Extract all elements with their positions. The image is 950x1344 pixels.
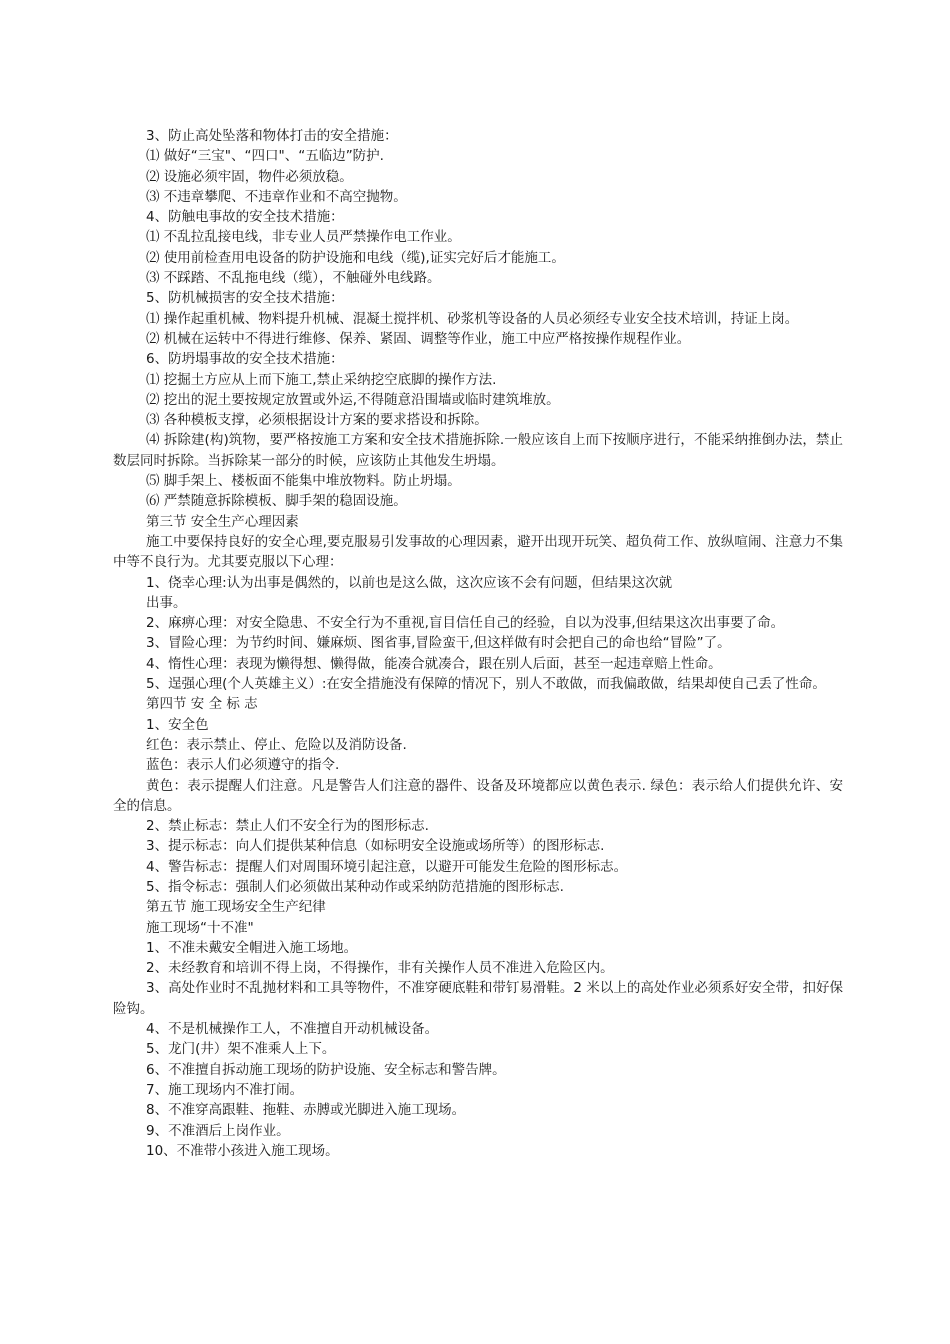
paragraph: ⑵ 挖出的泥土要按规定放置或外运,不得随意沿围墙或临时建筑堆放。: [146, 391, 560, 408]
paragraph: 蓝色：表示人们必须遵守的指令.: [146, 757, 340, 774]
paragraph: 红色：表示禁止、停止、危险以及消防设备.: [146, 736, 407, 753]
paragraph: ⑶ 各种模板支撑，必须根据设计方案的要求搭设和拆除。: [146, 412, 488, 429]
paragraph: 3、冒险心理：为节约时间、嫌麻烦、图省事,冒险蛮干,但这样做有时会把自己的命也给“冒险”了。: [146, 635, 731, 652]
section-heading: 第五节 施工现场安全生产纪律: [146, 899, 326, 916]
paragraph: ⑷ 拆除建(构)筑物，要严格按施工方案和安全技术措施拆除.一般应该自上而下按顺序进行，不能采纳推倒办法，禁止数层同时拆除。当拆除某一部分的时候，应该防止其他发生坍塌。: [113, 432, 843, 469]
paragraph: 5、指令标志：强制人们必须做出某种动作或采纳防范措施的图形标志.: [146, 878, 564, 895]
paragraph: 4、防触电事故的安全技术措施：: [146, 209, 344, 226]
paragraph: 施工现场“十不准": [146, 919, 254, 936]
paragraph: ⑵ 设施必须牢固，物件必须放稳。: [146, 168, 353, 185]
paragraph: 7、施工现场内不准打闹。: [146, 1081, 304, 1098]
paragraph: ⑵ 机械在运转中不得进行维修、保养、紧固、调整等作业，施工中应严格按操作规程作业。: [146, 330, 691, 347]
paragraph: 5、龙门(井）架不准乘人上下。: [146, 1041, 336, 1058]
paragraph: ⑴ 挖掘土方应从上而下施工,禁止采纳挖空底脚的操作方法.: [146, 371, 497, 388]
paragraph: 3、提示标志：向人们提供某种信息（如标明安全设施或场所等）的图形标志.: [146, 838, 605, 855]
section-heading: 第三节 安全生产心理因素: [146, 513, 299, 530]
document-body: [113, 126, 843, 1161]
paragraph: ⑶ 不踩踏、不乱拖电线（缆），不触碰外电线路。: [146, 270, 441, 287]
paragraph: 1、安全色: [146, 716, 209, 733]
paragraph: 施工中要保持良好的安全心理,要克服易引发事故的心理因素，避开出现开玩笑、超负荷工作、放纵喧闹、注意力不集中等不良行为。尤其要克服以下心理：: [113, 533, 843, 571]
paragraph: ⑴ 不乱拉乱接电线，非专业人员严禁操作电工作业。: [146, 229, 461, 246]
paragraph: ⑶ 不违章攀爬、不违章作业和不高空抛物。: [146, 188, 407, 205]
paragraph: 1、不准未戴安全帽进入施工场地。: [146, 939, 358, 956]
paragraph: ⑴ 做好“三宝"、“四口"、“五临边”防护.: [146, 148, 384, 165]
paragraph: ⑸ 脚手架上、楼板面不能集中堆放物料。防止坍塌。: [146, 473, 461, 490]
paragraph: 黄色：表示提醒人们注意。凡是警告人们注意的器件、设备及环境都应以黄色表示. 绿色：表示给人们提供允许、安全的信息。: [113, 777, 843, 814]
paragraph: 3、防止高处坠落和物体打击的安全措施：: [146, 128, 398, 144]
paragraph: 10、不准带小孩进入施工现场。: [146, 1142, 339, 1159]
paragraph: 2、禁止标志：禁止人们不安全行为的图形标志.: [146, 818, 429, 835]
paragraph: 1、侥幸心理:认为出事是偶然的，以前也是这么做，这次应该不会有问题，但结果这次就: [146, 574, 673, 591]
paragraph: 2、麻痹心理：对安全隐患、不安全行为不重视,盲目信任自己的经验，自以为没事,但结果这次出事要了命。: [146, 615, 785, 632]
paragraph: 3、高处作业时不乱抛材料和工具等物件，不准穿硬底鞋和带钉易滑鞋。2 米以上的高处作业必须系好安全带，扣好保险钩。: [113, 980, 843, 1017]
paragraph: 2、未经教育和培训不得上岗，不得操作，非有关操作人员不准进入危险区内。: [146, 960, 614, 977]
paragraph: 9、不准酒后上岗作业。: [146, 1122, 290, 1139]
paragraph: 4、不是机械操作工人，不准擅自开动机械设备。: [146, 1021, 439, 1038]
paragraph: 5、逞强心理(个人英雄主义）:在安全措施没有保障的情况下，别人不敢做，而我偏敢做，结果却使自己丢了性命。: [146, 676, 826, 693]
paragraph: 6、防坍塌事故的安全技术措施：: [146, 351, 344, 368]
paragraph: 出事。: [146, 594, 187, 611]
paragraph: 5、防机械损害的安全技术措施：: [146, 290, 344, 307]
paragraph: ⑹ 严禁随意拆除模板、脚手架的稳固设施。: [146, 493, 407, 510]
paragraph: 8、不准穿高跟鞋、拖鞋、赤膊或光脚进入施工现场。: [146, 1102, 466, 1119]
paragraph: 6、不准擅自拆动施工现场的防护设施、安全标志和警告牌。: [146, 1061, 506, 1078]
paragraph: 4、警告标志：提醒人们对周围环境引起注意，以避开可能发生危险的图形标志。: [146, 858, 628, 875]
paragraph: ⑴ 操作起重机械、物料提升机械、混凝土搅拌机、砂浆机等设备的人员必须经专业安全技术培训，持证上岗。: [146, 310, 799, 327]
section-heading: 第四节 安 全 标 志: [146, 696, 258, 713]
paragraph: ⑵ 使用前检查用电设备的防护设施和电线（缆),证实完好后才能施工。: [146, 249, 565, 266]
paragraph: 4、惰性心理：表现为懒得想、懒得做，能凑合就凑合，跟在别人后面，甚至一起违章赔上性命。: [146, 655, 722, 672]
